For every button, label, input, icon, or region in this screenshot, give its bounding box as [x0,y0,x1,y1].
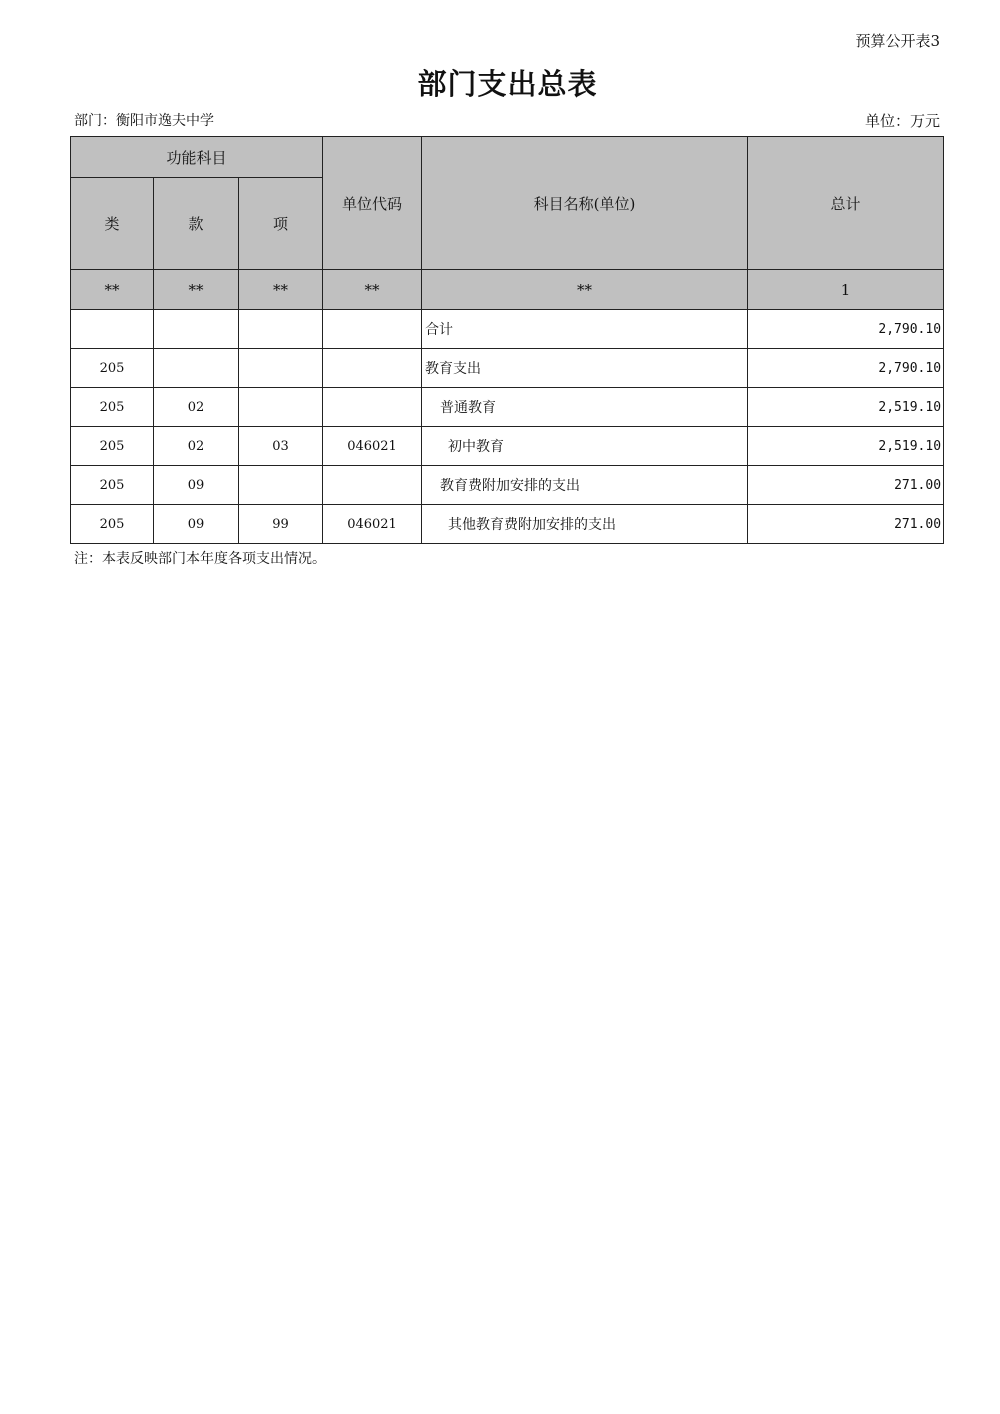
cell-xiang: 03 [239,427,323,466]
cell-subject-name: 教育支出 [422,349,748,388]
cell-unit-code: 046021 [323,505,422,544]
cell-subject-name: 其他教育费附加安排的支出 [422,505,748,544]
cell-subject-name: 教育费附加安排的支出 [422,466,748,505]
cell-kuan [154,349,239,388]
header-kuan: 款 [154,178,239,270]
cell-xiang: 99 [239,505,323,544]
cell-unit-code [323,310,422,349]
cell-xiang [239,349,323,388]
header-function-subject: 功能科目 [71,137,323,178]
header-lei: 类 [71,178,154,270]
cell-unit-code [323,466,422,505]
cell-unit-code: 046021 [323,427,422,466]
header-subject-name: 科目名称(单位) [422,137,748,270]
marker-cell: ** [71,270,154,310]
cell-total: 2,519.10 [748,427,944,466]
cell-xiang [239,310,323,349]
cell-lei [71,310,154,349]
unit-label: 单位：万元 [864,112,940,130]
cell-total: 2,519.10 [748,388,944,427]
cell-kuan: 02 [154,427,239,466]
cell-lei: 205 [71,388,154,427]
cell-total: 271.00 [748,505,944,544]
header-unit-code: 单位代码 [323,137,422,270]
cell-lei: 205 [71,349,154,388]
cell-lei: 205 [71,427,154,466]
cell-unit-code [323,349,422,388]
table-row [71,310,944,349]
cell-lei: 205 [71,505,154,544]
table-row [71,349,944,388]
header-xiang: 项 [239,178,323,270]
table-row [71,466,944,505]
expenditure-table [70,136,944,544]
form-number: 预算公开表3 [855,32,940,50]
cell-kuan: 02 [154,388,239,427]
cell-kuan [154,310,239,349]
marker-cell: 1 [748,270,944,310]
cell-kuan: 09 [154,466,239,505]
cell-xiang [239,466,323,505]
cell-xiang [239,388,323,427]
marker-cell: ** [323,270,422,310]
cell-kuan: 09 [154,505,239,544]
cell-subject-name: 普通教育 [422,388,748,427]
marker-row [71,270,944,310]
footnote: 注：本表反映部门本年度各项支出情况。 [74,551,326,567]
department-label: 部门：衡阳市逸夫中学 [74,113,214,129]
marker-cell: ** [422,270,748,310]
table-row [71,427,944,466]
marker-cell: ** [154,270,239,310]
cell-total: 2,790.10 [748,310,944,349]
cell-unit-code [323,388,422,427]
table-row [71,388,944,427]
cell-subject-name: 初中教育 [422,427,748,466]
cell-total: 2,790.10 [748,349,944,388]
page-title: 部门支出总表 [417,67,598,101]
cell-total: 271.00 [748,466,944,505]
cell-lei: 205 [71,466,154,505]
table-row [71,505,944,544]
marker-cell: ** [239,270,323,310]
header-total: 总计 [748,137,944,270]
cell-subject-name: 合计 [422,310,748,349]
